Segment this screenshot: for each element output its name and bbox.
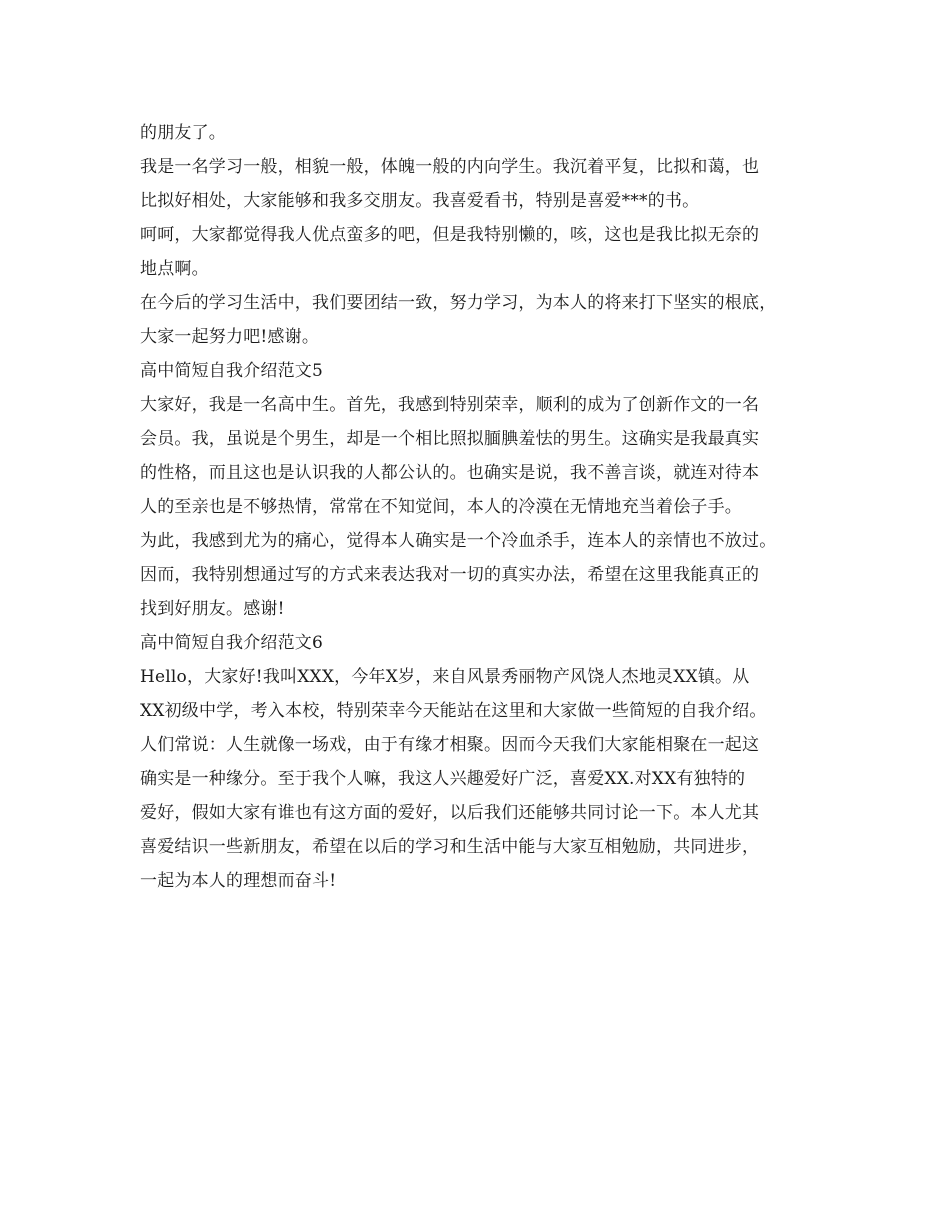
text-line: 我是一名学习一般，相貌一般，体魄一般的内向学生。我沉着平复，比拟和蔼，也 (140, 157, 760, 177)
text-line: 的朋友了。 (140, 123, 226, 143)
text-line: 为此，我感到尤为的痛心，觉得本人确实是一个冷血杀手，连本人的亲情也不放过。 (140, 531, 777, 551)
text-line: 大家好，我是一名高中生。首先，我感到特别荣幸，顺利的成为了创新作文的一名 (140, 395, 760, 415)
text-line: XX初级中学，考入本校，特别荣幸今天能站在这里和大家做一些简短的自我介绍。 (140, 701, 767, 721)
section-heading: 高中简短自我介绍范文6 (140, 633, 324, 653)
text-line: 确实是一种缘分。至于我个人嘛，我这人兴趣爱好广泛，喜爱XX.对XX有独特的 (140, 769, 746, 789)
text-line: 在今后的学习生活中，我们要团结一致，努力学习，为本人的将来打下坚实的根底， (140, 293, 777, 313)
text-line: 地点啊。 (140, 259, 209, 279)
text-line: 一起为本人的理想而奋斗! (140, 871, 337, 891)
text-line: 因而，我特别想通过写的方式来表达我对一切的真实办法，希望在这里我能真正的 (140, 565, 760, 585)
text-line: 喜爱结识一些新朋友，希望在以后的学习和生活中能与大家互相勉励，共同进步， (140, 837, 760, 857)
text-line: 呵呵，大家都觉得我人优点蛮多的吧，但是我特别懒的，咳，这也是我比拟无奈的 (140, 225, 760, 245)
text-line: 比拟好相处，大家能够和我多交朋友。我喜爱看书，特别是喜爱***的书。 (140, 191, 700, 211)
section-heading: 高中简短自我介绍范文5 (140, 361, 324, 381)
text-line: 会员。我，虽说是个男生，却是一个相比照拟腼腆羞怯的男生。这确实是我最真实 (140, 429, 760, 449)
document-body (140, 116, 830, 898)
text-line: 人的至亲也是不够热情，常常在不知觉间，本人的冷漠在无情地充当着侩子手。 (140, 497, 742, 517)
text-line: 大家一起努力吧!感谢。 (140, 327, 320, 347)
text-line: Hello，大家好!我叫XXX，今年X岁，来自风景秀丽物产风饶人杰地灵XX镇。从 (140, 667, 750, 687)
text-line: 的性格，而且这也是认识我的人都公认的。也确实是说，我不善言谈，就连对待本 (140, 463, 760, 483)
text-line: 爱好，假如大家有谁也有这方面的爱好，以后我们还能够共同讨论一下。本人尤其 (140, 803, 760, 823)
text-line: 找到好朋友。感谢! (140, 599, 285, 619)
text-line: 人们常说：人生就像一场戏，由于有缘才相聚。因而今天我们大家能相聚在一起这 (140, 735, 760, 755)
